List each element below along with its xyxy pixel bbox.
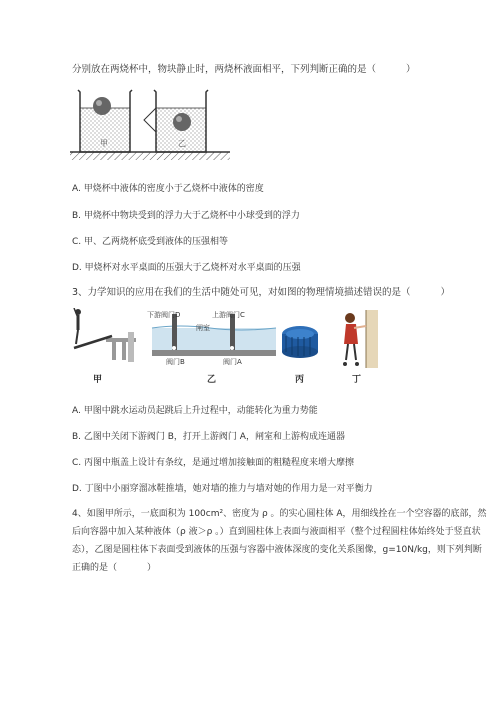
q3-stem-text: 3、力学知识的应用在我们的生活中随处可见，对如图的物理情境描述错误的是（ [72, 287, 411, 298]
q4-line-4 [72, 561, 156, 575]
q4-line-4-text: 正确的是（ [72, 563, 118, 573]
q2-option-a: A. 甲烧杯中液体的密度小于乙烧杯中液体的密度 [72, 184, 264, 194]
q3-option-b: B. 乙图中关闭下游阀门 B，打开上游阀门 A，闸室和上游构成连通器 [72, 432, 345, 442]
q2-beakers-figure [70, 84, 230, 164]
valve-d-label: 下游阀门D [147, 311, 181, 319]
q3-stem [72, 286, 450, 300]
q3-fig-ding-label: 丁 [352, 375, 362, 385]
q2-stem-text: 分别放在两烧杯中，物块静止时，两烧杯液面相平，下列判断正确的是（ [72, 64, 377, 75]
q2-paren-close: ） [406, 64, 416, 75]
q3-fig-ding-wallpush [336, 310, 380, 368]
q3-fig-jia-label: 甲 [93, 375, 103, 385]
q2-option-b: B. 甲烧杯中物块受到的浮力大于乙烧杯中小球受到的浮力 [72, 211, 300, 221]
valve-b-label: 阀门B [166, 358, 185, 366]
valve-a-label: 阀门A [223, 358, 242, 366]
q4-paren-close: ） [147, 563, 157, 573]
q3-option-c: C. 丙图中瓶盖上设计有条纹，是通过增加接触面的粗糙程度来增大摩擦 [72, 458, 355, 468]
q3-paren-close: ） [440, 287, 451, 298]
valve-c-label: 上游阀门C [212, 311, 245, 319]
q3-fig-jia-diver [66, 308, 136, 364]
beaker-jia-label: 甲 [100, 139, 108, 148]
q4-line-3: 态），乙图是圆柱体下表面受到液体的压强与容器中液体深度的变化关系图像，g=10N/kg，则下列判断 [72, 545, 482, 555]
q4-line-2: 后向容器中加入某种液体（ρ 液＞ρ 。）直到圆柱体上表面与液面相平（整个过程圆柱体始终处于竖直状 [72, 527, 481, 537]
q3-fig-yi-label: 乙 [207, 375, 217, 385]
beaker-yi [144, 90, 208, 152]
q2-option-c: C. 甲、乙两烧杯底受到液体的压强相等 [72, 237, 229, 247]
chamber-label: 闸室 [196, 324, 210, 332]
q3-fig-bing-label: 丙 [295, 375, 305, 385]
q2-stem [72, 63, 416, 77]
q3-option-a: A. 甲图中跳水运动员起跳后上升过程中，动能转化为重力势能 [72, 406, 318, 416]
beaker-yi-label: 乙 [178, 139, 186, 148]
q2-option-d: D. 甲烧杯对水平桌面的压强大于乙烧杯对水平桌面的压强 [72, 263, 301, 273]
q3-fig-bing-bottlecap [278, 322, 322, 362]
q4-line-1: 4、如图甲所示，一底面积为 100cm²、密度为 ρ 。的实心圆柱体 A，用细线拴在一个空容器的底部，然 [72, 509, 487, 519]
q3-option-d: D. 丁图中小丽穿溜冰鞋推墙，她对墙的推力与墙对她的作用力是一对平衡力 [72, 484, 373, 494]
